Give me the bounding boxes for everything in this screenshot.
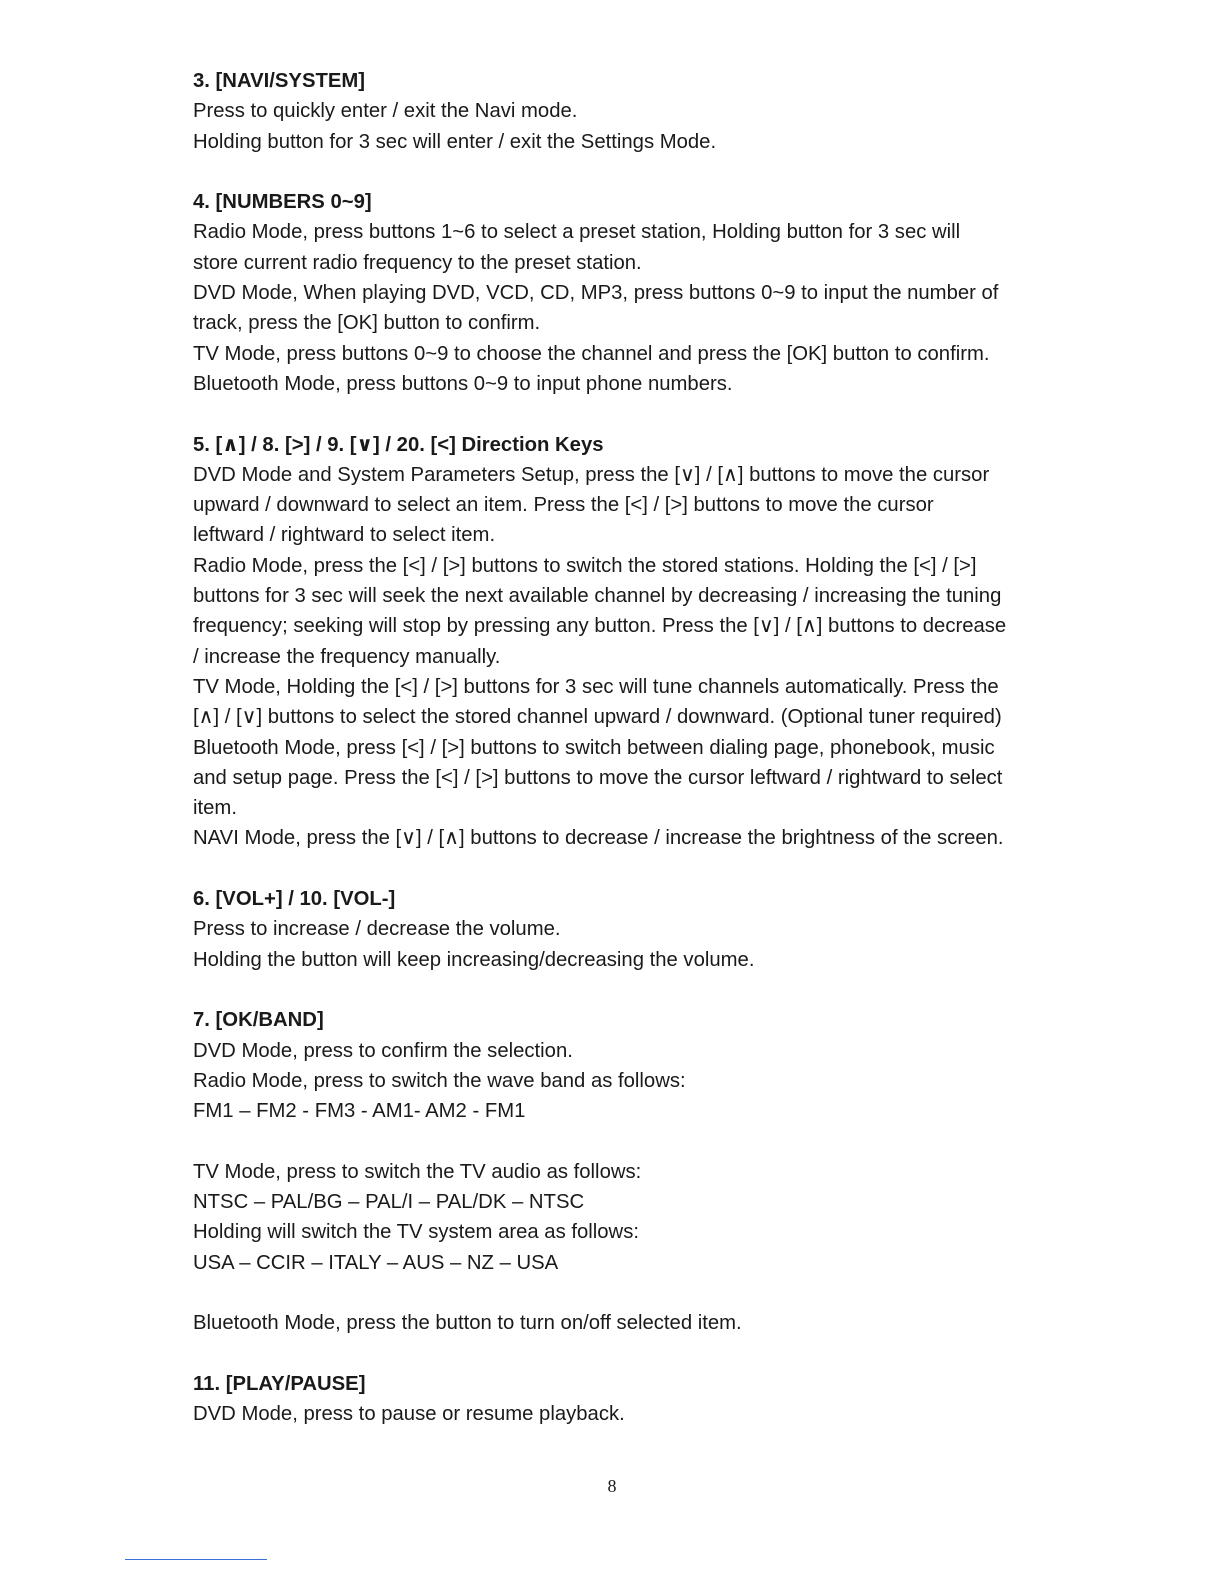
- body-text-line: Holding button for 3 sec will enter / exit the Settings Mode.: [193, 130, 717, 153]
- body-text-line: and setup page. Press the [<] / [>] buttons to move the cursor leftward / rightward to select: [193, 766, 1003, 789]
- body-text-line: USA – CCIR – ITALY – AUS – NZ – USA: [193, 1251, 559, 1274]
- body-text-line: DVD Mode and System Parameters Setup, press the [∨] / [∧] buttons to move the cursor: [193, 463, 990, 486]
- manual-section: [193, 1369, 1073, 1430]
- body-text-line: buttons for 3 sec will seek the next available channel by decreasing / increasing the tuning: [193, 585, 1002, 608]
- manual-section: [193, 187, 1073, 399]
- manual-section: [193, 66, 1073, 157]
- manual-section: [193, 1005, 1073, 1338]
- body-text-line: Holding the button will keep increasing/decreasing the volume.: [193, 948, 755, 971]
- body-text-line: / increase the frequency manually.: [193, 645, 501, 668]
- body-text-line: Radio Mode, press the [<] / [>] buttons to switch the stored stations. Holding the [<] / [>]: [193, 554, 977, 577]
- manual-page-content: [193, 66, 1073, 1460]
- body-text-line: FM1 – FM2 - FM3 - AM1- AM2 - FM1: [193, 1100, 526, 1123]
- section-heading: 11. [PLAY/PAUSE]: [193, 1372, 366, 1395]
- body-text-line: Press to increase / decrease the volume.: [193, 918, 561, 941]
- body-text-line: Holding will switch the TV system area as follows:: [193, 1221, 639, 1244]
- body-text-line: leftward / rightward to select item.: [193, 524, 496, 547]
- body-text-line: [∧] / [∨] buttons to select the stored channel upward / downward. (Optional tuner required): [193, 706, 1002, 729]
- body-text-line: track, press the [OK] button to confirm.: [193, 312, 541, 335]
- section-heading: 6. [VOL+] / 10. [VOL-]: [193, 888, 396, 911]
- body-text-line: TV Mode, press to switch the TV audio as follows:: [193, 1160, 642, 1183]
- body-text-line: Bluetooth Mode, press buttons 0~9 to input phone numbers.: [193, 372, 733, 395]
- section-heading: 7. [OK/BAND]: [193, 1009, 324, 1032]
- body-text-line: item.: [193, 797, 237, 820]
- body-text-line: TV Mode, Holding the [<] / [>] buttons for 3 sec will tune channels automatically. Press the: [193, 675, 999, 698]
- body-text-line: TV Mode, press buttons 0~9 to choose the channel and press the [OK] button to confirm.: [193, 342, 990, 365]
- body-text-line: frequency; seeking will stop by pressing any button. Press the [∨] / [∧] buttons to decrease: [193, 615, 1007, 638]
- blank-line: [193, 1126, 1073, 1156]
- body-text-line: Bluetooth Mode, press the button to turn on/off selected item.: [193, 1312, 742, 1335]
- section-heading: 3. [NAVI/SYSTEM]: [193, 70, 366, 92]
- section-heading: 5. [∧] / 8. [>] / 9. [∨] / 20. [<] Direction Keys: [193, 433, 604, 456]
- footnote-separator: [125, 1559, 267, 1560]
- body-text-line: DVD Mode, press to confirm the selection.: [193, 1039, 573, 1062]
- section-heading: 4. [NUMBERS 0~9]: [193, 191, 372, 214]
- manual-section: [193, 884, 1073, 975]
- body-text-line: DVD Mode, press to pause or resume playback.: [193, 1403, 625, 1426]
- page-number: 8: [607, 1476, 617, 1496]
- body-text-line: Press to quickly enter / exit the Navi mode.: [193, 100, 578, 123]
- body-text-line: NTSC – PAL/BG – PAL/I – PAL/DK – NTSC: [193, 1190, 585, 1213]
- blank-line: [193, 1278, 1073, 1308]
- manual-section: [193, 430, 1073, 854]
- body-text-line: Bluetooth Mode, press [<] / [>] buttons to switch between dialing page, phonebook, music: [193, 736, 995, 759]
- body-text-line: DVD Mode, When playing DVD, VCD, CD, MP3, press buttons 0~9 to input the number of: [193, 282, 999, 305]
- body-text-line: Radio Mode, press buttons 1~6 to select a preset station, Holding button for 3 sec will: [193, 221, 961, 244]
- body-text-line: NAVI Mode, press the [∨] / [∧] buttons to decrease / increase the brightness of the screen.: [193, 827, 1004, 850]
- body-text-line: Radio Mode, press to switch the wave band as follows:: [193, 1069, 686, 1092]
- body-text-line: upward / downward to select an item. Press the [<] / [>] buttons to move the cursor: [193, 494, 934, 517]
- body-text-line: store current radio frequency to the preset station.: [193, 251, 642, 274]
